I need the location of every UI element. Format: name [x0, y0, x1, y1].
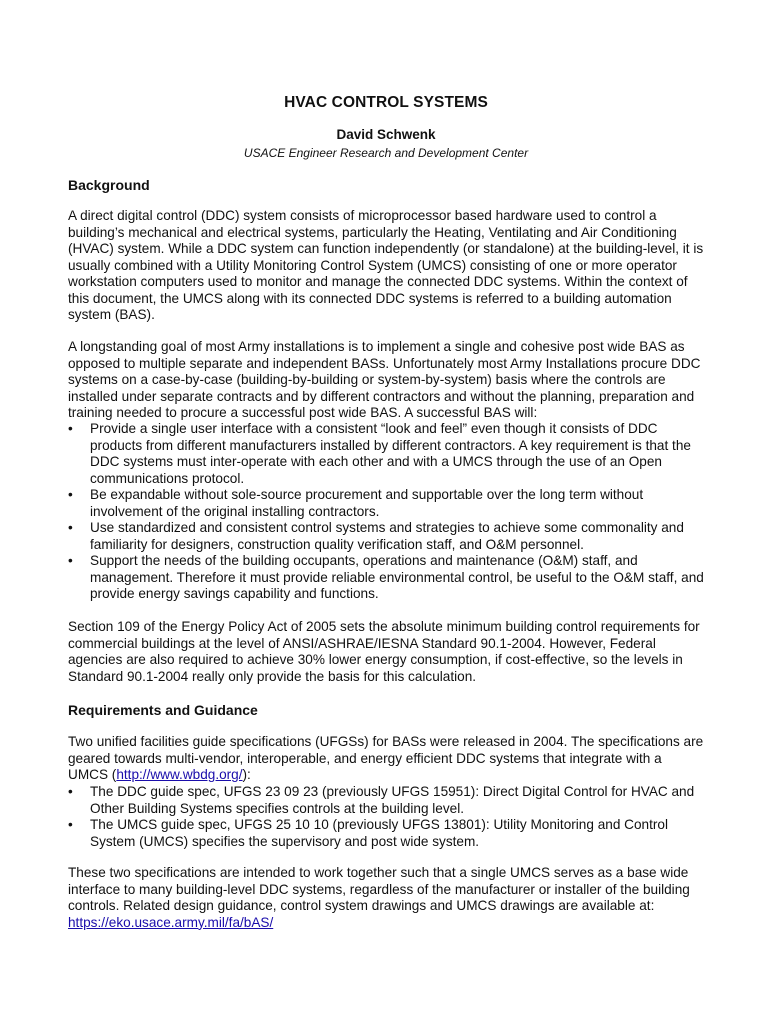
list-item [68, 421, 704, 487]
bas-requirements-list [68, 421, 704, 603]
list-item-text: The DDC guide spec, UFGS 23 09 23 (previously UFGS 15951): Direct Digital Control for HVAC and Other Building Systems specifies controls at the building level. [90, 784, 695, 816]
background-paragraph-1: A direct digital control (DDC) system consists of microprocessor based hardware used to control a building’s mechanical and electrical systems, particularly the Heating, Ventilating and Air Conditioning (HVAC) system. While a DDC system can function independently (or standalone) at the building-level, it is usually combined with a Utility Monitoring Control System (UMCS) consisting of one or more operator workstation computers used to monitor and manage the connected DDC systems. Within the context of this document, the UMCS along with its connected DDC systems is referred to a building automation system (BAS). [68, 208, 704, 322]
bullet-glyph: • [68, 421, 73, 436]
background-paragraph-2: A longstanding goal of most Army installations is to implement a single and cohesive post wide BAS as opposed to multiple separate and independent BASs. Unfortunately most Army Installations procure DDC systems on a case-by-case (building-by-building or system-by-system) basis where the controls are installed under separate contracts and by different contractors and without the planning, preparation and training needed to procure a successful post wide BAS. A successful BAS will: [68, 339, 701, 420]
section-heading-requirements: Requirements and Guidance [68, 702, 258, 718]
paragraph-text-tail: ): [242, 767, 251, 782]
list-item [68, 553, 704, 603]
list-item [68, 520, 704, 553]
bullet-glyph: • [68, 784, 73, 799]
list-item-text: Support the needs of the building occupants, operations and maintenance (O&M) staff, and management. Therefore it must provide reliable environmental control, be useful to the O&M staff, and provide energy savings capability and functions. [90, 553, 704, 601]
eko-usace-link[interactable]: https://eko.usace.army.mil/fa/bAS/ [68, 914, 274, 930]
guide-spec-list [68, 784, 704, 850]
author-affiliation: USACE Engineer Research and Development Center [243, 146, 529, 160]
list-item-text: Be expandable without sole-source procurement and supportable over the long term without involvement of the original installing contractors. [90, 487, 644, 519]
energy-policy-paragraph: Section 109 of the Energy Policy Act of 2005 sets the absolute minimum building control requirements for commercial buildings at the level of ANSI/ASHRAE/IESNA Standard 90.1-2004. However, Federal agencies are also required to achieve 30% lower energy consumption, if cost-effective, so the levels in Standard 90.1-2004 really only provide the basis for this calculation. [68, 619, 700, 684]
list-item-text: Provide a single user interface with a consistent “look and feel” even though it consists of DDC products from different manufacturers installed by different contractors. A key requirement is that the DDC systems must inter-operate with each other and with a UMCS through the use of an Open communications protocol. [90, 421, 691, 486]
list-item [68, 784, 704, 817]
paragraph-text: Two unified facilities guide specifications (UFGSs) for BASs were released in 2004. The specifications are geared towards multi-vendor, interoperable, and energy efficient DDC systems that integrate with a UMCS ( [68, 734, 704, 782]
requirements-paragraph-2 [68, 865, 704, 931]
paragraph-text: These two specifications are intended to work together such that a single UMCS serves as a base wide interface to many building-level DDC systems, regardless of the manufacturer or installer of the building controls. Related design guidance, control system drawings and UMCS drawings are available at: [68, 865, 690, 913]
list-item [68, 817, 704, 850]
requirements-paragraph-1 [68, 734, 704, 784]
list-item [68, 487, 704, 520]
section-heading-background: Background [68, 177, 150, 193]
bullet-glyph: • [68, 520, 73, 535]
author-name: David Schwenk [336, 127, 436, 142]
bullet-glyph: • [68, 487, 73, 502]
list-item-text: Use standardized and consistent control systems and strategies to achieve some commonality and familiarity for designers, construction quality verification staff, and O&M personnel. [90, 520, 684, 552]
bullet-glyph: • [68, 817, 73, 832]
bullet-glyph: • [68, 553, 73, 568]
document-title: HVAC CONTROL SYSTEMS [284, 94, 488, 111]
list-item-text: The UMCS guide spec, UFGS 25 10 10 (previously UFGS 13801): Utility Monitoring and Control System (UMCS) specifies the supervisory and post wide system. [90, 817, 668, 849]
wbdg-link[interactable]: http://www.wbdg.org/ [116, 767, 243, 782]
